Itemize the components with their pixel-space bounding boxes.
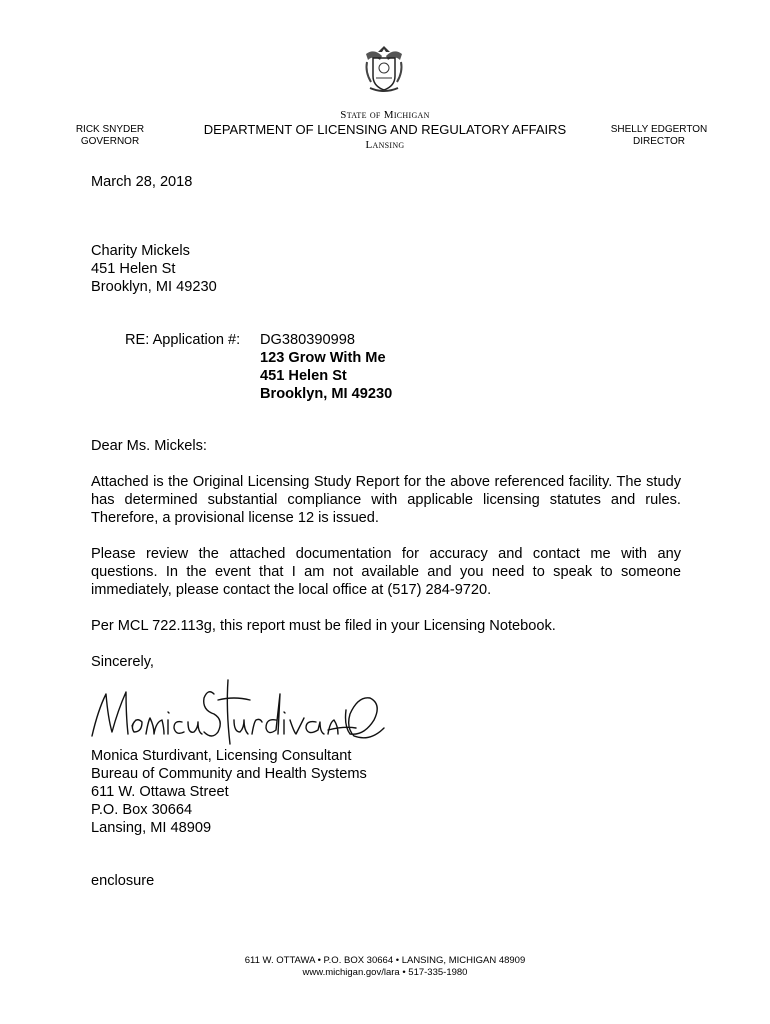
- recipient-address: [91, 242, 217, 296]
- recipient-name: Charity Mickels: [91, 243, 190, 259]
- handwritten-signature: [88, 670, 388, 750]
- recipient-city: Brooklyn, MI 49230: [91, 279, 217, 295]
- recipient-street: 451 Helen St: [91, 261, 176, 277]
- re-label: RE: Application #:: [125, 332, 241, 348]
- director-title: DIRECTOR: [632, 136, 686, 147]
- signer-city: Lansing, MI 48909: [91, 820, 212, 836]
- facility-street: 451 Helen St: [260, 368, 347, 384]
- department-city: Lansing: [365, 139, 405, 151]
- signer-street: 611 W. Ottawa Street: [91, 784, 229, 800]
- director-block: [604, 124, 714, 148]
- closing: Sincerely,: [91, 654, 154, 670]
- footer-address: 611 W. OTTAWA • P.O. BOX 30664 • LANSING, MICHIGAN 48909: [244, 955, 526, 966]
- enclosure-note: enclosure: [91, 873, 155, 889]
- governor-title: GOVERNOR: [80, 136, 140, 147]
- facility-name: 123 Grow With Me: [260, 350, 386, 366]
- footer-contact: www.michigan.gov/lara • 517-335-1980: [302, 967, 468, 978]
- state-name: State of Michigan: [340, 109, 430, 121]
- paragraph-contact: Please review the attached documentation for accuracy and contact me with any questions. In the event that I am not available and you need to speak to someone immediately, please contact the local office at (517) 284-9720.: [91, 546, 681, 598]
- facility-city: Brooklyn, MI 49230: [260, 386, 393, 402]
- governor-name: RICK SNYDER: [75, 124, 145, 135]
- salutation: Dear Ms. Mickels:: [91, 438, 207, 454]
- paragraph-study-report: Attached is the Original Licensing Study Report for the above referenced facility. The study has determined substantial compliance with applicable licensing statutes and rules. Therefore, a provisional license 12 is issued.: [91, 474, 681, 526]
- paragraph-notebook: Per MCL 722.113g, this report must be filed in your Licensing Notebook.: [91, 618, 556, 634]
- signer-name-title: Monica Sturdivant, Licensing Consultant: [91, 748, 352, 764]
- re-details: [260, 331, 392, 403]
- department-name: DEPARTMENT OF LICENSING AND REGULATORY AFFAIRS: [203, 122, 567, 137]
- letter-date: March 28, 2018: [91, 174, 193, 190]
- application-number: DG380390998: [260, 332, 355, 348]
- governor-block: [60, 124, 160, 148]
- signer-bureau: Bureau of Community and Health Systems: [91, 766, 367, 782]
- signer-po-box: P.O. Box 30664: [91, 802, 193, 818]
- director-name: SHELLY EDGERTON: [610, 124, 708, 135]
- state-seal-icon: [356, 40, 412, 96]
- signer-block: [91, 747, 367, 837]
